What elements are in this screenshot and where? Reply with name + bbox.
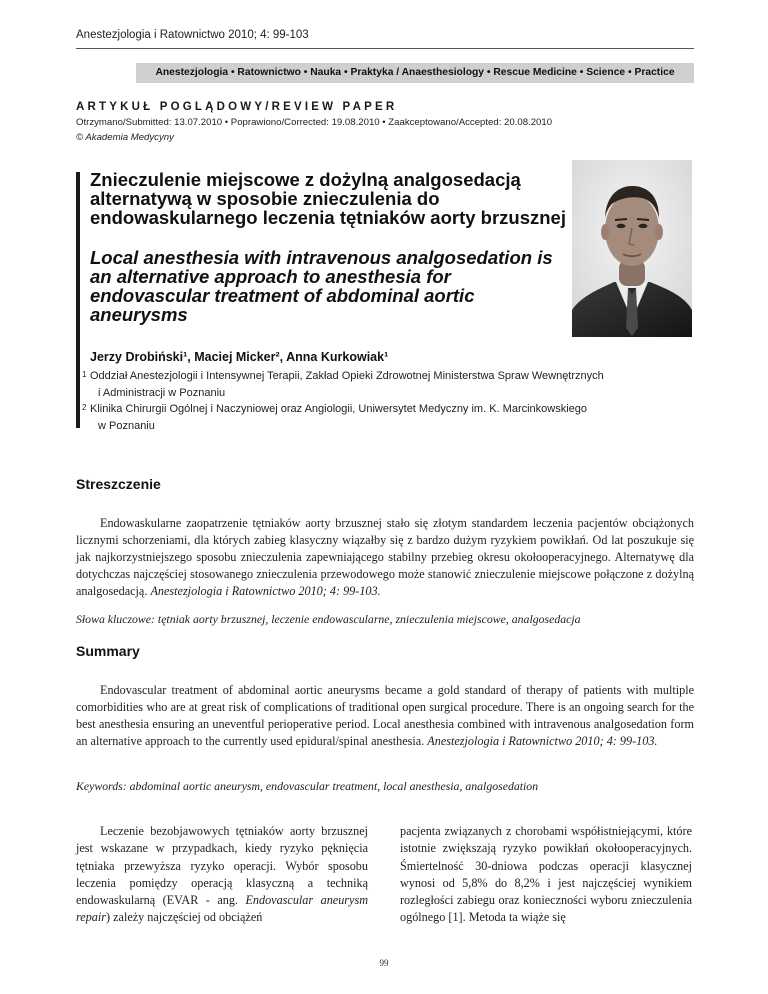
affiliation-text: Klinika Chirurgii Ogólnej i Naczyniowej oraz Angiologii, Uniwersytet Medyczny im. K. Marcinkowskiego <box>90 403 588 415</box>
body-left-italic: Endovascular aneurysm repair <box>76 893 368 925</box>
article-type: ARTYKUŁ POGLĄDOWY/REVIEW PAPER <box>76 101 398 113</box>
affiliation-text: Oddział Anestezjologii i Intensywnej Terapii, Zakład Opieki Zdrowotnej Ministerstwa Spraw Wewnętrznych <box>90 370 604 382</box>
affiliation-1 <box>82 368 700 401</box>
title-accent-bar <box>76 172 80 428</box>
keywords-pl: Słowa kluczowe: tętniak aorty brzusznej, leczenie endowascularne, znieczulenia miejscowe, analgosedacja <box>76 612 581 626</box>
body-column-right: pacjenta związanych z chorobami współistniejącymi, które istotnie zwiększają ryzyko powikłań okołooperacyjnych. Śmiertelność 30-dniowa podczas operacji klasycznej wynosi od 5,8% do 8,2% i jest najczęściej wynikiem rozległości zabiegu oraz konieczności wyboru znieczulenia ogólnego [1]. Metoda ta wiąże się <box>400 824 692 925</box>
topics-bar: Anestezjologia • Ratownictwo • Nauka • Praktyka / Anaesthesiology • Rescue Medicine • Science • Practice <box>136 63 694 83</box>
body-left-text: Leczenie bezobjawowych tętniaków aorty brzusznej jest wskazane w przypadkach, kiedy ryzyko pęknięcia tętniaka przewyższa ryzyko operacji. Wybór sposobu leczenia pomiędzy operacją klasyczną a techniką endowaskularną (EVAR - ang. <box>76 824 368 908</box>
affiliation-number: 1 <box>82 370 87 379</box>
journal-header: Anestezjologia i Ratownictwo 2010; 4: 99-103 <box>76 29 309 41</box>
affiliation-text-cont: i Administracji w Poznaniu <box>98 386 226 399</box>
publisher: © Akademia Medycyny <box>76 132 174 143</box>
affiliation-2 <box>82 401 700 434</box>
affiliation-number: 2 <box>82 403 87 412</box>
abstract-en-text <box>76 682 694 750</box>
title-polish: Znieczulenie miejscowe z dożylną analgosedacją alternatywą w sposobie znieczulenia do endowaskularnego leczenia tętniaków aorty brzusznej <box>90 169 566 228</box>
body-left-text-end: ) zależy najczęściej od obciążeń <box>106 910 263 925</box>
abstract-en-citation: Anestezjologia i Ratownictwo 2010; 4: 99-103. <box>427 734 658 748</box>
keywords-en: Keywords: abdominal aortic aneurysm, endovascular treatment, local anesthesia, analgosedation <box>76 779 539 793</box>
abstract-pl-body: Endowaskularne zaopatrzenie tętniaków aorty brzusznej stało się złotym standardem leczenia pacjentów obciążonych licznymi schorzeniami, dla których zabieg klasyczny wiązałby się z bardzo dużym ryzykiem powikłań. Od lat poszukuje się jak najkorzystniejszego sposobu znieczulenia zapewniającego stabilny przebieg okresu okołooperacyjnego. Alternatywę dla dotychczas najczęściej stosowanego znieczulenia przewodowego może stanowić znieczulenie miejscowe połączone z dożylną analgosedacją. <box>76 516 694 598</box>
title-english: Local anesthesia with intravenous analgosedation is an alternative approach to anesthesia for endovascular treatment of abdominal aortic aneurysms <box>90 247 553 325</box>
author-photo <box>572 160 692 337</box>
page-number: 99 <box>379 958 389 968</box>
abstract-pl-heading: Streszczenie <box>76 476 161 492</box>
abstract-pl-text <box>76 515 694 600</box>
header-rule <box>76 48 694 49</box>
affiliation-text-cont: w Poznaniu <box>98 419 155 432</box>
body-column-left <box>76 823 368 927</box>
abstract-pl-citation: Anestezjologia i Ratownictwo 2010; 4: 99-103. <box>150 584 381 598</box>
abstract-en-body: Endovascular treatment of abdominal aortic aneurysms became a gold standard of therapy of patients with multiple comorbidities who are at great risk of complications of traditional open surgical procedure. There is an ongoing search for the best anesthesia ensuring an uneventful perioperative period. Local anesthesia combined with intravenous analgosedation form an alternative approach to the currently used epidural/spinal anesthesia. <box>76 683 694 748</box>
submission-dates: Otrzymano/Submitted: 13.07.2010 • Poprawiono/Corrected: 19.08.2010 • Zaakceptowano/Accepted: 20.08.2010 <box>76 117 553 128</box>
authors: Jerzy Drobiński¹, Maciej Micker², Anna Kurkowiak¹ <box>90 350 389 364</box>
abstract-en-heading: Summary <box>76 643 140 659</box>
